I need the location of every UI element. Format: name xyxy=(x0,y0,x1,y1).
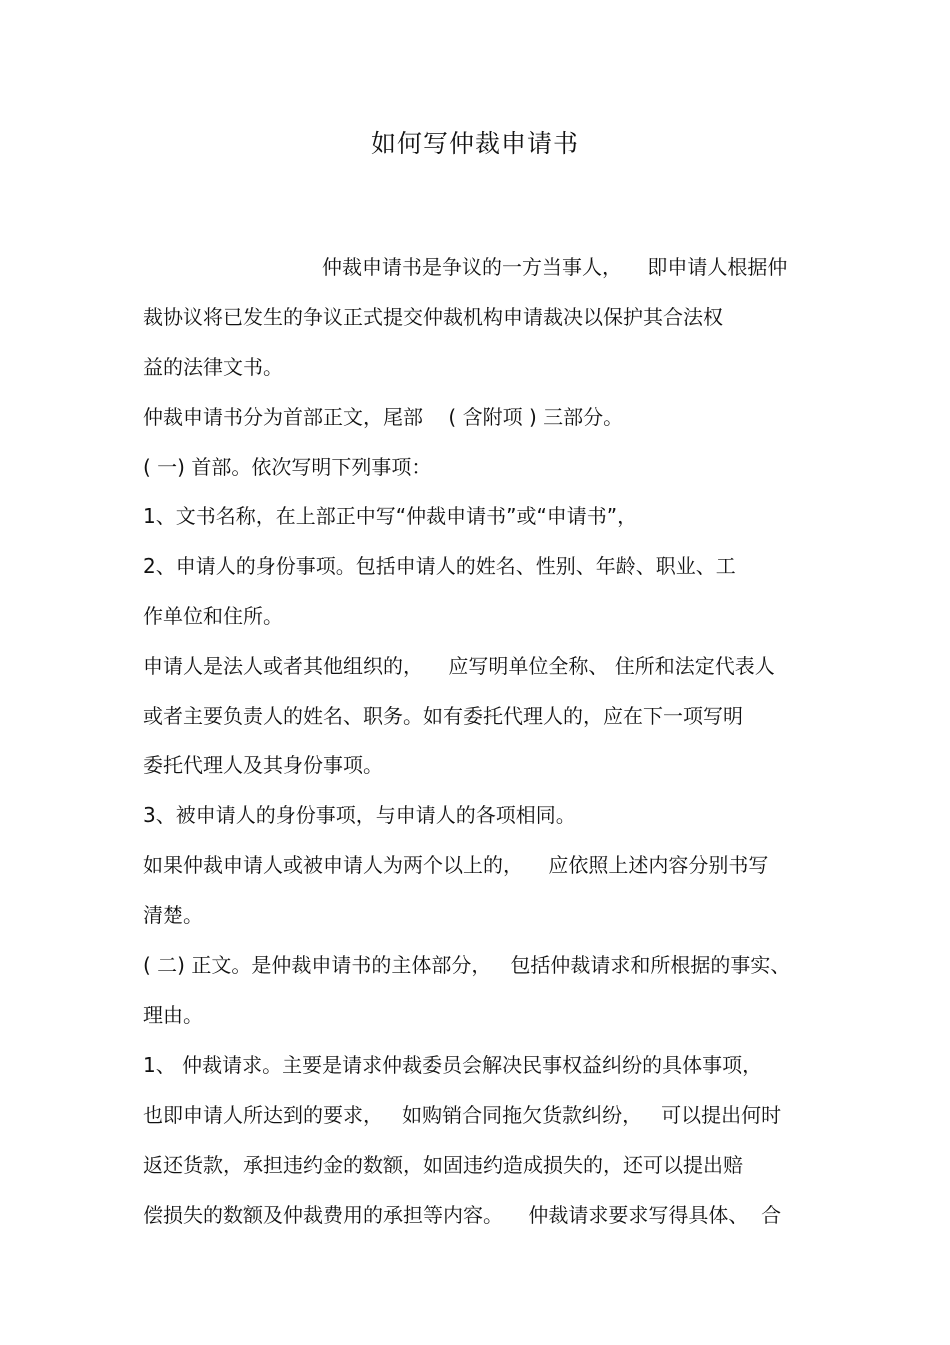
document-title: 如何写仲裁申请书 xyxy=(370,129,579,158)
paragraph-line: 返还货款，承担违约金的数额，如固违约造成损失的，还可以提出赔 xyxy=(143,1153,743,1177)
paragraph-line: 也即申请人所达到的要求， 如购销合同拖欠货款纠纷， 可以提出何时 xyxy=(143,1103,782,1127)
paragraph-line: 仲裁申请书分为首部正文，尾部 ( 含附项 ) 三部分。 xyxy=(143,405,624,429)
paragraph-line: 申请人是法人或者其他组织的， 应写明单位全称、 住所和法定代表人 xyxy=(143,654,775,678)
paragraph-line: 裁协议将已发生的争议正式提交仲裁机构申请裁决以保护其合法权 xyxy=(143,305,723,329)
paragraph-line: 3、被申请人的身份事项，与申请人的各项相同。 xyxy=(143,803,576,827)
paragraph-line: 1、 仲裁请求。主要是请求仲裁委员会解决民事权益纠纷的具体事项， xyxy=(143,1053,763,1077)
paragraph-line: 益的法律文书。 xyxy=(143,355,283,379)
paragraph-line: ( 二) 正文。是仲裁申请书的主体部分， 包括仲裁请求和所根据的事实、 xyxy=(143,953,791,977)
paragraph-line: 偿损失的数额及仲裁费用的承担等内容。 仲裁请求要求写得具体、 合 xyxy=(143,1203,782,1227)
paragraph-line: 如果仲裁申请人或被申请人为两个以上的， 应依照上述内容分别书写 xyxy=(143,853,769,877)
paragraph-line: 作单位和住所。 xyxy=(143,604,283,628)
paragraph-line: ( 一) 首部。依次写明下列事项： xyxy=(143,455,432,479)
paragraph-line: 理由。 xyxy=(143,1003,203,1027)
paragraph-line: 仲裁申请书是争议的一方当事人， 即申请人根据仲 xyxy=(322,255,788,279)
paragraph-line: 2、申请人的身份事项。包括申请人的姓名、性别、年龄、职业、工 xyxy=(143,554,736,578)
paragraph-line: 1、文书名称，在上部正中写“仲裁申请书”或“申请书”， xyxy=(143,504,638,528)
paragraph-line: 或者主要负责人的姓名、职务。如有委托代理人的，应在下一项写明 xyxy=(143,704,743,728)
paragraph-line: 委托代理人及其身份事项。 xyxy=(143,753,383,777)
paragraph-line: 清楚。 xyxy=(143,903,203,927)
